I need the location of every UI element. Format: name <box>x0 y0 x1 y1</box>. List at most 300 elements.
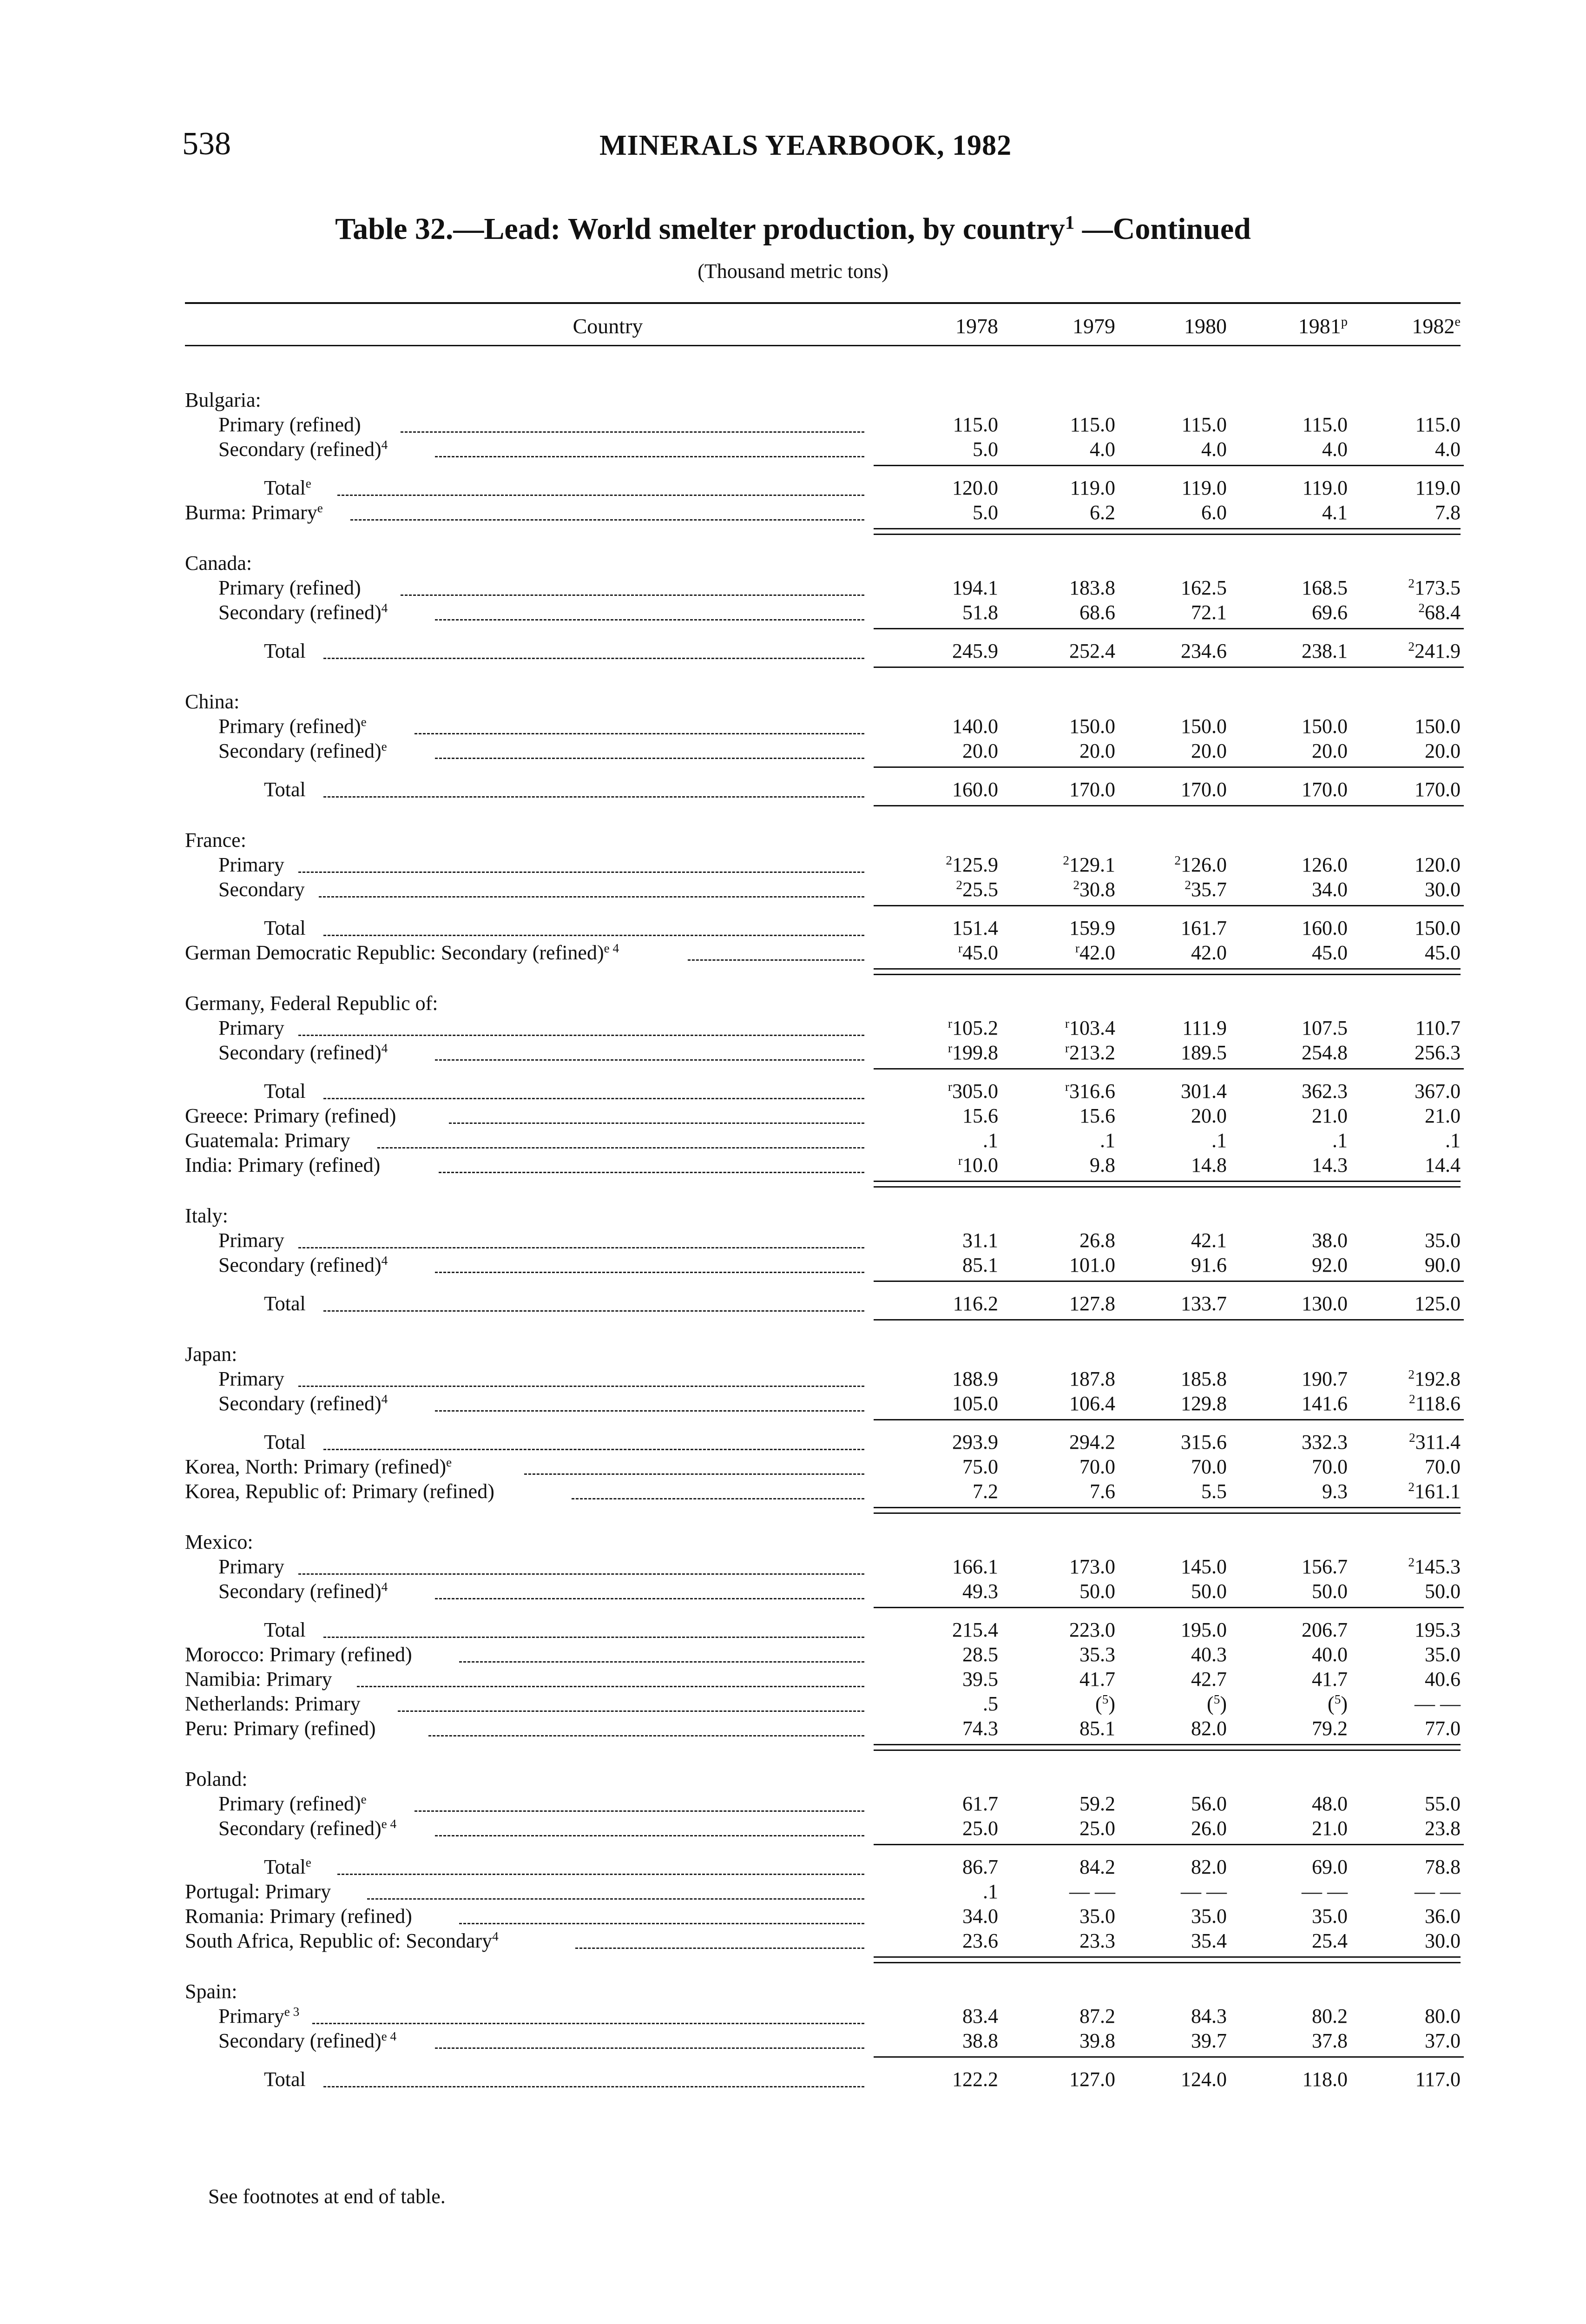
dot-leader <box>572 1497 864 1499</box>
cell-value: 45.0 <box>962 941 998 964</box>
table-cell: 51.8 <box>962 601 998 624</box>
table-cell: 9.8 <box>1090 1154 1115 1176</box>
column-header-mark: p <box>1341 315 1348 330</box>
cell-footnote: r <box>948 1080 952 1094</box>
row-label <box>264 1855 311 1879</box>
table-cell: 39.8 <box>1079 2029 1115 2052</box>
table-cell: 85.1 <box>1079 1717 1115 1740</box>
cell-value: 125.9 <box>952 853 998 876</box>
row-label <box>218 2004 299 2028</box>
table-cell: 35.0 <box>1079 1905 1115 1928</box>
sum-rule <box>1334 1319 1464 1320</box>
table-cell: 28.5 <box>962 1643 998 1666</box>
cell-footnote: 2 <box>1408 1431 1415 1445</box>
table-cell: 77.0 <box>1425 1717 1461 1740</box>
table-cell: 4.0 <box>1435 438 1461 461</box>
table-cell: 133.7 <box>1181 1292 1227 1315</box>
table-cell: ($^5$) <box>1207 1692 1227 1715</box>
table-cell: 80.2 <box>1312 2005 1348 2027</box>
sum-rule <box>1108 1319 1231 1320</box>
sum-rule <box>1108 1607 1231 1608</box>
table-cell: .1 <box>1332 1129 1348 1152</box>
table-cell: 74.3 <box>962 1717 998 1740</box>
sum-rule <box>1334 628 1464 629</box>
table-cell: 115.0 <box>953 413 998 436</box>
table-cell: 126.0 <box>1302 853 1348 876</box>
sum-rule <box>989 2056 1115 2058</box>
row-label <box>264 778 306 801</box>
table-cell <box>877 1041 998 1064</box>
table-cell <box>877 1153 998 1177</box>
row-label-text: China: <box>185 690 240 713</box>
cell-footnote: r <box>948 1017 952 1030</box>
table-cell <box>877 878 998 901</box>
sum-rule <box>874 1844 1000 1845</box>
cell-value: 192.8 <box>1415 1367 1461 1390</box>
dot-leader <box>298 1572 864 1575</box>
table-cell: 26.8 <box>1079 1229 1115 1252</box>
table-cell: 4.0 <box>1322 438 1348 461</box>
cell-value: 129.1 <box>1069 853 1115 876</box>
row-label-country <box>185 1479 494 1503</box>
row-label-footnote: 4 <box>381 1041 388 1055</box>
sum-rule <box>1219 1419 1352 1420</box>
table-cell: — — <box>1415 1692 1461 1715</box>
table-top-rule <box>185 302 1461 304</box>
row-label-text: Primary <box>218 1555 284 1578</box>
row-label-country <box>185 1767 247 1791</box>
row-label-country <box>185 1342 237 1366</box>
dot-leader <box>435 1271 864 1273</box>
table-cell: 86.7 <box>962 1855 998 1878</box>
row-label-country <box>185 1880 331 1903</box>
sum-rule <box>1219 1607 1352 1608</box>
sum-rule <box>874 667 1000 668</box>
row-label-text: Spain: <box>185 1980 237 2003</box>
table-cell: 30.0 <box>1425 1929 1461 1952</box>
table-cell: 173.0 <box>1069 1555 1115 1578</box>
cell-footnote: 5 <box>1334 1692 1341 1706</box>
table-cell: 115.0 <box>1302 413 1348 436</box>
double-rule <box>874 968 1461 970</box>
table-cell: 124.0 <box>1181 2068 1227 2091</box>
table-cell: 367.0 <box>1415 1080 1461 1103</box>
row-label-country <box>185 1530 253 1554</box>
cell-footnote: 2 <box>956 878 962 892</box>
table-cell: 119.0 <box>1415 476 1461 499</box>
table-cell: 69.0 <box>1312 1855 1348 1878</box>
table-cell: 70.0 <box>1312 1455 1348 1478</box>
row-label-text: Morocco: Primary (refined) <box>185 1643 412 1666</box>
table-cell: 206.7 <box>1302 1618 1348 1641</box>
table-cell: — — <box>1302 1880 1348 1903</box>
table-cell: 150.0 <box>1069 715 1115 738</box>
sum-rule <box>1334 1281 1464 1282</box>
row-label-text: Secondary (refined) <box>218 1392 382 1415</box>
row-label-footnote: 4 <box>381 1580 388 1594</box>
table-cell <box>994 1041 1115 1064</box>
table-cell: 160.0 <box>1302 917 1348 939</box>
table-cell: 122.2 <box>952 2068 998 2091</box>
dot-leader <box>377 1146 864 1149</box>
dot-leader <box>323 1636 864 1638</box>
dot-leader <box>415 1809 864 1812</box>
table-cell: 20.0 <box>1312 739 1348 762</box>
row-label <box>264 1292 306 1315</box>
cell-value: 161.1 <box>1415 1480 1461 1503</box>
cell-footnote: r <box>1065 1041 1069 1055</box>
table-cell: 332.3 <box>1302 1431 1348 1453</box>
row-label-footnote: e 4 <box>381 2029 397 2043</box>
row-label-text: Namibia: Primary <box>185 1668 332 1690</box>
cell-value: 126.0 <box>1181 853 1227 876</box>
row-label <box>264 916 306 940</box>
table-cell: 150.0 <box>1415 917 1461 939</box>
sum-rule <box>989 1844 1115 1845</box>
row-label-text: Total <box>264 778 306 801</box>
table-cell: 315.6 <box>1181 1431 1227 1453</box>
sum-rule <box>1334 667 1464 668</box>
sum-rule <box>989 1281 1115 1282</box>
sum-rule <box>1108 465 1231 466</box>
table-title <box>0 211 1586 247</box>
table-cell: 195.0 <box>1181 1618 1227 1641</box>
sum-rule <box>1219 465 1352 466</box>
row-label-text: Netherlands: Primary <box>185 1692 361 1715</box>
column-header-1979 <box>1022 314 1115 342</box>
table-cell: 150.0 <box>1181 715 1227 738</box>
table-cell <box>1340 1555 1461 1578</box>
table-cell: 161.7 <box>1181 917 1227 939</box>
table-cell <box>877 1079 998 1103</box>
sum-rule <box>874 2056 1000 2058</box>
table-cell: 50.0 <box>1079 1580 1115 1603</box>
table-cell: 34.0 <box>962 1905 998 1928</box>
row-label <box>264 639 306 663</box>
cell-value: 241.9 <box>1415 640 1461 662</box>
row-label-footnote: e <box>361 715 367 729</box>
dot-leader <box>435 2047 864 2049</box>
row-label-text: Total <box>264 917 306 939</box>
table-cell: 92.0 <box>1312 1254 1348 1276</box>
row-label-footnote: e <box>361 1792 367 1806</box>
cell-value: 25.5 <box>962 878 998 901</box>
table-cell: 115.0 <box>1181 413 1227 436</box>
table-cell: 20.0 <box>1191 1104 1227 1127</box>
table-cell <box>877 1016 998 1040</box>
table-cell: 14.3 <box>1312 1154 1348 1176</box>
double-rule <box>874 528 1461 529</box>
double-rule <box>874 1186 1461 1188</box>
table-title-continued: —Continued <box>1074 212 1251 246</box>
table-cell: 37.0 <box>1425 2029 1461 2052</box>
sum-rule <box>1108 766 1231 768</box>
row-label-text: Primary <box>218 2005 284 2027</box>
cell-value: 316.6 <box>1069 1080 1115 1103</box>
table-cell <box>877 941 998 964</box>
table-cell: 183.8 <box>1069 576 1115 599</box>
table-cell: 187.8 <box>1069 1367 1115 1390</box>
table-cell <box>1340 601 1461 624</box>
table-cell: 129.8 <box>1181 1392 1227 1415</box>
table-cell: 42.1 <box>1191 1229 1227 1252</box>
table-cell: 23.6 <box>962 1929 998 1952</box>
double-rule <box>874 1750 1461 1751</box>
table-cell: 6.2 <box>1090 501 1115 524</box>
sum-rule <box>1219 2056 1352 2058</box>
row-label <box>218 413 361 436</box>
sum-rule <box>874 766 1000 768</box>
table-cell: 5.0 <box>973 501 998 524</box>
table-cell <box>1340 1367 1461 1391</box>
table-cell: .1 <box>1211 1129 1227 1152</box>
running-head: MINERALS YEARBOOK, 1982 <box>599 130 1012 161</box>
row-label-footnote: 4 <box>381 601 388 615</box>
table-cell: 21.0 <box>1312 1104 1348 1127</box>
table-cell: 55.0 <box>1425 1792 1461 1815</box>
dot-leader <box>337 1873 864 1875</box>
row-label <box>218 1367 284 1391</box>
row-label-country <box>185 1667 332 1691</box>
table-cell: 7.2 <box>973 1480 998 1503</box>
table-cell: 5.0 <box>973 438 998 461</box>
row-label-footnote: 4 <box>381 438 388 452</box>
table-cell <box>877 853 998 877</box>
row-label <box>264 1430 306 1454</box>
column-header-year: 1979 <box>1073 314 1115 338</box>
table-cell: 56.0 <box>1191 1792 1227 1815</box>
row-label-footnote: e 4 <box>381 1817 397 1831</box>
row-label-text: Burma: Primary <box>185 501 317 524</box>
table-cell: 41.7 <box>1079 1668 1115 1690</box>
row-label-footnote: e 3 <box>284 2005 300 2019</box>
cell-footnote: 5 <box>1102 1692 1109 1706</box>
table-cell: 117.0 <box>1415 2068 1461 2091</box>
cell-footnote: 2 <box>1063 853 1069 867</box>
row-label-country <box>185 1129 350 1152</box>
column-header-year: 1981 <box>1298 314 1341 338</box>
sum-rule <box>1108 1068 1231 1070</box>
table-cell: .1 <box>983 1129 998 1152</box>
table-cell: 72.1 <box>1191 601 1227 624</box>
sum-rule <box>874 1419 1000 1420</box>
dot-leader <box>459 1922 864 1924</box>
row-label <box>218 878 305 901</box>
row-label-text: Total <box>264 1080 306 1103</box>
row-label-text: Primary <box>218 853 284 876</box>
row-label-country <box>185 1692 361 1716</box>
table-cell: 362.3 <box>1302 1080 1348 1103</box>
row-label-footnote: e <box>305 1855 311 1869</box>
table-header-rule <box>185 345 1461 346</box>
table-cell: 21.0 <box>1312 1817 1348 1840</box>
sum-rule <box>874 465 1000 466</box>
dot-leader <box>435 618 864 621</box>
dot-leader <box>428 1734 864 1736</box>
column-header-year: 1978 <box>955 314 998 338</box>
row-label <box>218 1816 396 1840</box>
table-cell: 194.1 <box>952 576 998 599</box>
sum-rule <box>1334 1419 1464 1420</box>
sum-rule <box>1219 805 1352 806</box>
row-label <box>218 2029 396 2053</box>
row-label-text: Secondary (refined) <box>218 1041 382 1064</box>
sum-rule <box>874 628 1000 629</box>
table-cell: 84.2 <box>1079 1855 1115 1878</box>
table-cell: 35.0 <box>1312 1905 1348 1928</box>
table-cell: 150.0 <box>1302 715 1348 738</box>
row-label-text: Guatemala: Primary <box>185 1129 350 1152</box>
table-cell: 41.7 <box>1312 1668 1348 1690</box>
row-label-text: Portugal: Primary <box>185 1880 331 1903</box>
double-rule <box>874 534 1461 535</box>
table-cell: 4.0 <box>1201 438 1227 461</box>
sum-rule <box>989 628 1115 629</box>
table-cell: 119.0 <box>1302 476 1348 499</box>
table-cell: 70.0 <box>1425 1455 1461 1478</box>
table-cell: 245.9 <box>952 640 998 662</box>
row-label-text: Bulgaria: <box>185 389 261 411</box>
table-cell <box>1340 1479 1461 1503</box>
row-label-country <box>185 1104 396 1128</box>
dot-leader <box>449 1122 864 1124</box>
row-label-text: Primary (refined) <box>218 576 361 599</box>
cell-footnote: 2 <box>1418 601 1425 615</box>
table-cell: 20.0 <box>962 739 998 762</box>
row-label-text: Secondary (refined) <box>218 601 382 624</box>
sum-rule <box>1108 905 1231 906</box>
table-cell <box>1340 576 1461 600</box>
sum-rule <box>1334 2056 1464 2058</box>
sum-rule <box>1334 1607 1464 1608</box>
table-cell: 125.0 <box>1415 1292 1461 1315</box>
double-rule <box>874 1507 1461 1508</box>
cell-footnote: 2 <box>1408 576 1415 590</box>
table-cell <box>1340 1430 1461 1454</box>
cell-footnote: 2 <box>946 853 952 867</box>
sum-rule <box>1219 1068 1352 1070</box>
table-cell: 110.7 <box>1415 1017 1461 1039</box>
table-cell: 127.8 <box>1069 1292 1115 1315</box>
table-cell: 59.2 <box>1079 1792 1115 1815</box>
table-cell: 4.0 <box>1090 438 1115 461</box>
table-title-footnote: 1 <box>1065 211 1075 233</box>
dot-leader <box>323 1309 864 1312</box>
table-cell: 82.0 <box>1191 1855 1227 1878</box>
dot-leader <box>575 1947 864 1949</box>
table-cell: 140.0 <box>952 715 998 738</box>
row-label-footnote: 4 <box>381 1254 388 1268</box>
table-cell <box>1340 1392 1461 1415</box>
sum-rule <box>1108 667 1231 668</box>
table-cell: 25.4 <box>1312 1929 1348 1952</box>
table-cell: 223.0 <box>1069 1618 1115 1641</box>
row-label-text: German Democratic Republic: Secondary (refined) <box>185 941 604 964</box>
dot-leader <box>323 2085 864 2087</box>
row-label-text: Secondary (refined) <box>218 1254 382 1276</box>
sum-rule <box>989 905 1115 906</box>
table-cell: 170.0 <box>1415 778 1461 801</box>
table-cell: 234.6 <box>1181 640 1227 662</box>
table-cell: 294.2 <box>1069 1431 1115 1453</box>
sum-rule <box>989 766 1115 768</box>
table-cell: 7.8 <box>1435 501 1461 524</box>
table-cell: 49.3 <box>962 1580 998 1603</box>
sum-rule <box>1108 1281 1231 1282</box>
sum-rule <box>874 905 1000 906</box>
cell-value: 105.2 <box>952 1017 998 1039</box>
table-cell: 185.8 <box>1181 1367 1227 1390</box>
table-cell: .1 <box>1445 1129 1461 1152</box>
table-cell: 150.0 <box>1415 715 1461 738</box>
table-cell: 42.0 <box>1191 941 1227 964</box>
column-header-country: Country <box>573 314 643 338</box>
dot-leader <box>337 494 864 496</box>
dot-leader <box>350 518 864 521</box>
row-label <box>218 1792 367 1816</box>
table-cell: 78.8 <box>1425 1855 1461 1878</box>
table-cell: 39.7 <box>1191 2029 1227 2052</box>
sum-rule <box>989 1419 1115 1420</box>
row-label-text: Secondary (refined) <box>218 739 382 762</box>
column-header-1980 <box>1134 314 1227 342</box>
table-cell: 84.3 <box>1191 2005 1227 2027</box>
row-label-text: Total <box>264 640 306 662</box>
cell-value: 118.6 <box>1415 1392 1461 1415</box>
table-cell: .5 <box>983 1692 998 1715</box>
dot-leader <box>298 1034 864 1036</box>
table-cell <box>994 878 1115 901</box>
table-cell: 170.0 <box>1069 778 1115 801</box>
column-header-1982 <box>1368 314 1461 342</box>
table-cell: 301.4 <box>1181 1080 1227 1103</box>
dot-leader <box>435 455 864 457</box>
cell-footnote: r <box>958 941 962 955</box>
cell-footnote: 2 <box>1408 640 1415 654</box>
sum-rule <box>1108 805 1231 806</box>
table-cell: 25.0 <box>1079 1817 1115 1840</box>
column-header-1981 <box>1255 314 1348 342</box>
table-cell <box>994 1016 1115 1040</box>
cell-value: 68.4 <box>1425 601 1461 624</box>
table-cell: .1 <box>1100 1129 1115 1152</box>
row-label-text: Italy: <box>185 1204 228 1227</box>
table-cell: 70.0 <box>1191 1455 1227 1478</box>
row-label <box>218 853 284 877</box>
row-label <box>264 1618 306 1642</box>
table-cell: 105.0 <box>952 1392 998 1415</box>
row-label-footnote: e <box>317 501 323 515</box>
cell-footnote: r <box>1075 941 1079 955</box>
table-cell: 15.6 <box>962 1104 998 1127</box>
row-label <box>218 1041 388 1064</box>
table-cell: 20.0 <box>1079 739 1115 762</box>
page-number: 538 <box>182 126 231 162</box>
dot-leader <box>439 1171 864 1173</box>
row-label-text: Secondary (refined) <box>218 2029 382 2052</box>
page-header <box>0 125 1586 163</box>
table-cell: 119.0 <box>1181 476 1227 499</box>
cell-footnote: 2 <box>1174 853 1181 867</box>
row-label-footnote: e 4 <box>604 941 619 955</box>
row-label <box>264 1079 306 1103</box>
table-cell: 35.4 <box>1191 1929 1227 1952</box>
table-cell: 30.0 <box>1425 878 1461 901</box>
sum-rule <box>1334 1068 1464 1070</box>
table-cell: 39.5 <box>962 1668 998 1690</box>
cell-footnote: r <box>948 1041 952 1055</box>
table-cell: 26.0 <box>1191 1817 1227 1840</box>
